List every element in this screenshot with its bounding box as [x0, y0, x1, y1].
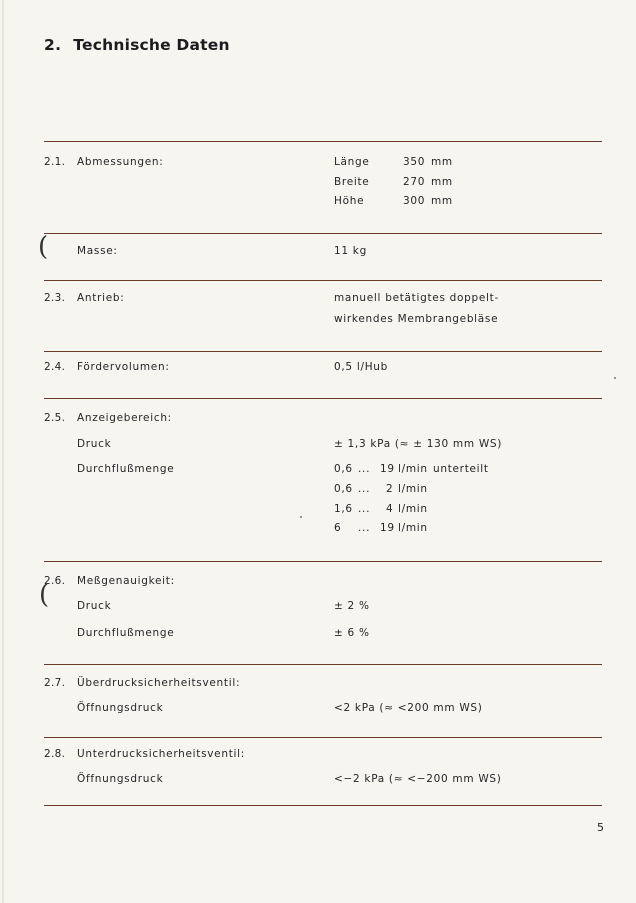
- dimension-unit: mm: [431, 156, 453, 168]
- item-number: 2.3.: [44, 292, 66, 304]
- item-label: Meßgenauigkeit:: [77, 575, 175, 587]
- item-label: Masse:: [77, 245, 118, 257]
- flow-dots: ...: [358, 522, 371, 534]
- item-value: 0,5 l/Hub: [334, 361, 389, 373]
- flow-unit: l/min: [398, 503, 428, 515]
- item-label: Antrieb:: [77, 292, 125, 304]
- flow-from: 0,6: [334, 463, 353, 475]
- sub-label: Durchflußmenge: [77, 627, 175, 639]
- dimension-unit: mm: [431, 176, 453, 188]
- divider: [44, 398, 602, 399]
- flow-unit: l/min: [398, 463, 428, 475]
- divider: [44, 737, 602, 738]
- item-label: Überdrucksicherheitsventil:: [77, 677, 241, 689]
- flow-to: 19: [380, 463, 395, 475]
- flow-from: 6: [334, 522, 342, 534]
- item-label: Abmessungen:: [77, 156, 164, 168]
- section-heading: Technische Daten: [73, 36, 230, 54]
- flow-to: 2: [386, 483, 394, 495]
- divider: [44, 233, 602, 234]
- item-number: 2.8.: [44, 748, 66, 760]
- item-number: 2.7.: [44, 677, 66, 689]
- item-number: 2.1.: [44, 156, 66, 168]
- item-label: Anzeigebereich:: [77, 412, 172, 424]
- section-number: 2.: [44, 36, 62, 54]
- margin-mark: (: [39, 580, 50, 610]
- item-value: 11 kg: [334, 245, 367, 257]
- divider: [44, 141, 602, 142]
- flow-dots: ...: [358, 463, 371, 475]
- item-number: 2.4.: [44, 361, 66, 373]
- flow-unit: l/min: [398, 483, 428, 495]
- flow-dots: ...: [358, 503, 371, 515]
- flow-dots: ...: [358, 483, 371, 495]
- sub-label: Durchflußmenge: [77, 463, 175, 475]
- dimension-unit: mm: [431, 195, 453, 207]
- sub-label: Öffnungsdruck: [77, 773, 164, 785]
- dimension-value: 350: [403, 156, 426, 168]
- flow-note: unterteilt: [433, 463, 489, 475]
- flow-unit: l/min: [398, 522, 428, 534]
- margin-mark: (: [38, 232, 49, 262]
- item-value: ± 6 %: [334, 627, 370, 639]
- flow-to: 4: [386, 503, 394, 515]
- sub-label: Druck: [77, 438, 112, 450]
- item-label: Unterdrucksicherheitsventil:: [77, 748, 245, 760]
- paper-speck: [300, 516, 302, 518]
- dimension-name: Länge: [334, 156, 370, 168]
- paper-speck: [614, 377, 616, 379]
- divider: [44, 351, 602, 352]
- binding-edge: [2, 0, 4, 903]
- item-value: <2 kPa (≈ <200 mm WS): [334, 702, 483, 714]
- item-value-line: wirkendes Membrangebläse: [334, 313, 499, 325]
- sub-label: Öffnungsdruck: [77, 702, 164, 714]
- flow-to: 19: [380, 522, 395, 534]
- item-value: <−2 kPa (≈ <−200 mm WS): [334, 773, 502, 785]
- divider: [44, 664, 602, 665]
- section-title: [44, 36, 230, 54]
- item-value-line: manuell betätigtes doppelt-: [334, 292, 499, 304]
- divider: [44, 280, 602, 281]
- divider: [44, 805, 602, 806]
- item-number: 2.5.: [44, 412, 66, 424]
- item-label: Fördervolumen:: [77, 361, 170, 373]
- dimension-value: 300: [403, 195, 426, 207]
- item-number: 2.6.: [44, 575, 66, 587]
- item-value: ± 1,3 kPa (≈ ± 130 mm WS): [334, 438, 503, 450]
- dimension-name: Breite: [334, 176, 370, 188]
- page-number: 5: [597, 821, 604, 834]
- dimension-name: Höhe: [334, 195, 365, 207]
- item-value: ± 2 %: [334, 600, 370, 612]
- divider: [44, 561, 602, 562]
- flow-from: 1,6: [334, 503, 353, 515]
- sub-label: Druck: [77, 600, 112, 612]
- flow-from: 0,6: [334, 483, 353, 495]
- dimension-value: 270: [403, 176, 426, 188]
